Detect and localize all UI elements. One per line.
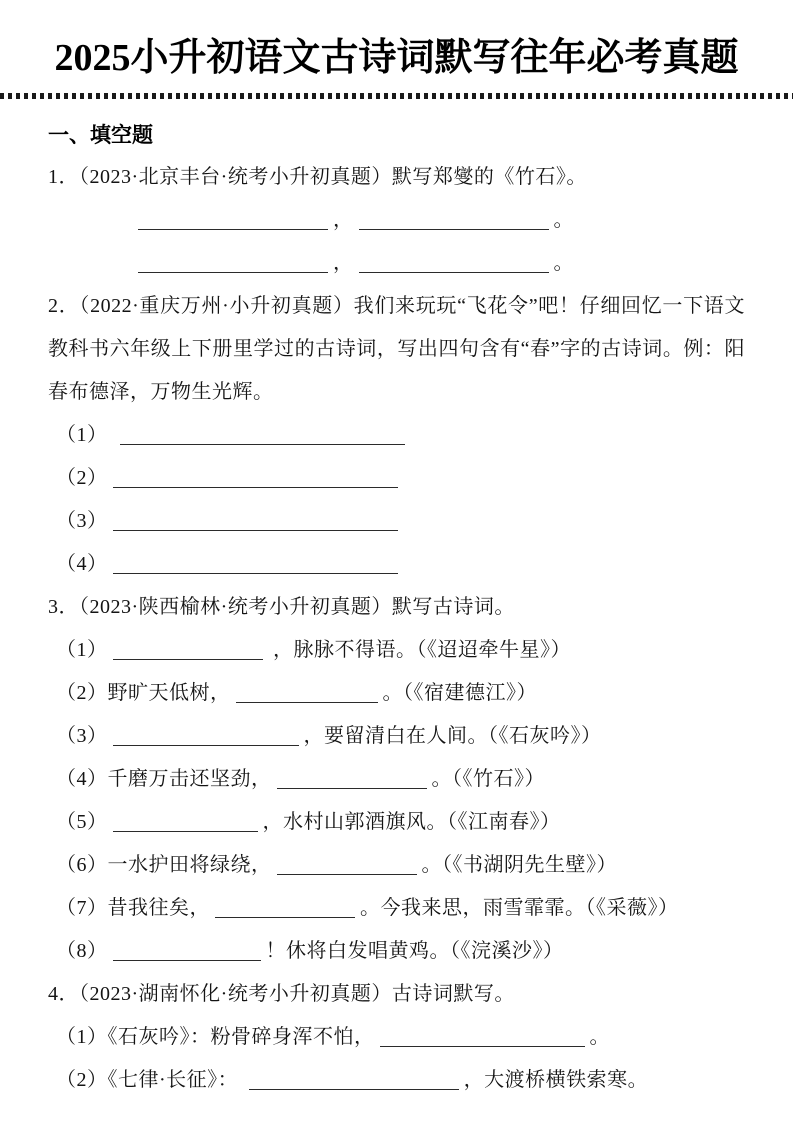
answer-blank	[236, 683, 378, 703]
item-text-before: 昔我往矣，	[107, 897, 210, 920]
answer-blank	[215, 898, 355, 918]
item-label: （1）	[56, 639, 108, 662]
answer-blank	[113, 511, 398, 531]
item-text-after: ，脉脉不得语。（《迢迢牵牛星》）	[267, 639, 571, 662]
item-text-before: 《石灰吟》：粉骨碎身浑不怕，	[107, 1026, 375, 1049]
item-label: （4）	[56, 553, 108, 576]
item-text-after: ，要留清白在人间。（《石灰吟》）	[303, 725, 602, 748]
q3-item-7	[48, 887, 745, 930]
answer-blank	[277, 855, 417, 875]
q3-item-4	[48, 758, 745, 801]
answer-blank	[113, 812, 258, 832]
item-text-before: 野旷天低树，	[107, 682, 231, 705]
q1-answer-line-2	[138, 242, 745, 285]
answer-blank	[113, 468, 398, 488]
item-text-before: 《七律·长征》：	[107, 1069, 244, 1092]
q3-item-5	[48, 801, 745, 844]
item-text-after: 。（《宿建德江》）	[382, 682, 537, 705]
answer-blank	[249, 1070, 459, 1090]
item-label: （2）	[56, 682, 108, 705]
question-4-stem: 4．（2023·湖南怀化·统考小升初真题）古诗词默写。	[48, 983, 515, 1006]
item-text-after: 。（《竹石》）	[431, 768, 545, 791]
item-text-after: 。今我来思，雨雪霏霏。（《采薇》）	[360, 897, 679, 920]
answer-blank	[120, 425, 405, 445]
q3-item-2	[48, 672, 745, 715]
q3-item-3	[48, 715, 745, 758]
dotted-divider	[0, 93, 793, 99]
item-text-after: 。	[589, 1026, 610, 1049]
answer-blank	[113, 640, 263, 660]
answer-blank	[113, 941, 261, 961]
question-3	[48, 586, 745, 973]
line-end-period: 。	[553, 252, 574, 275]
item-label: （4）	[56, 768, 108, 791]
answer-blank	[277, 769, 427, 789]
item-label: （3）	[56, 725, 108, 748]
answer-blank	[359, 253, 549, 273]
page-title: 2025小升初语文古诗词默写往年必考真题	[54, 37, 739, 79]
question-1	[48, 156, 745, 285]
line-end-period: 。	[553, 209, 574, 232]
item-label: （2）	[56, 1069, 108, 1092]
item-text-before: 一水护田将绿绕，	[107, 854, 272, 877]
question-1-stem: 1．（2023·北京丰台·统考小升初真题）默写郑燮的《竹石》。	[48, 166, 587, 189]
item-label: （1）	[56, 1026, 108, 1049]
item-text-after: ，大渡桥横铁索寒。	[463, 1069, 649, 1092]
answer-blank	[138, 253, 328, 273]
answer-blank	[113, 726, 299, 746]
question-3-stem: 3．（2023·陕西榆林·统考小升初真题）默写古诗词。	[48, 596, 515, 619]
q3-item-8	[48, 930, 745, 973]
question-4	[48, 973, 745, 1102]
item-label: （1）	[56, 424, 108, 447]
item-label: （2）	[56, 467, 108, 490]
q2-item-1	[48, 414, 745, 457]
q4-item-1	[48, 1016, 745, 1059]
item-text-after: 。（《书湖阴先生壁》）	[421, 854, 617, 877]
section-heading: 一、填空题	[48, 123, 153, 148]
q2-item-4	[48, 543, 745, 586]
item-text-before: 千磨万击还坚劲，	[107, 768, 272, 791]
answer-blank	[380, 1027, 585, 1047]
q2-item-3	[48, 500, 745, 543]
item-label: （7）	[56, 897, 108, 920]
item-label: （6）	[56, 854, 108, 877]
q4-item-2	[48, 1059, 745, 1102]
question-2-stem: 2．（2022·重庆万州·小升初真题）我们来玩玩“飞花令”吧！仔细回忆一下语文教科书六年级上下册里学过的古诗词，写出四句含有“春”字的古诗词。例：阳春布德泽，万物生光辉。	[48, 295, 745, 404]
answer-blank	[359, 210, 549, 230]
document-content	[48, 156, 745, 1102]
separator-comma: ，	[333, 209, 354, 232]
item-label: （8）	[56, 940, 108, 963]
question-2	[48, 285, 745, 586]
separator-comma: ，	[333, 252, 354, 275]
item-label: （3）	[56, 510, 108, 533]
q2-item-2	[48, 457, 745, 500]
item-text-after: ！休将白发唱黄鸡。（《浣溪沙》）	[265, 940, 564, 963]
q3-item-1	[48, 629, 745, 672]
item-label: （5）	[56, 811, 108, 834]
q1-answer-line-1	[138, 199, 745, 242]
item-text-after: ，水村山郭酒旗风。（《江南春》）	[262, 811, 561, 834]
q3-item-6	[48, 844, 745, 887]
answer-blank	[138, 210, 328, 230]
answer-blank	[113, 554, 398, 574]
